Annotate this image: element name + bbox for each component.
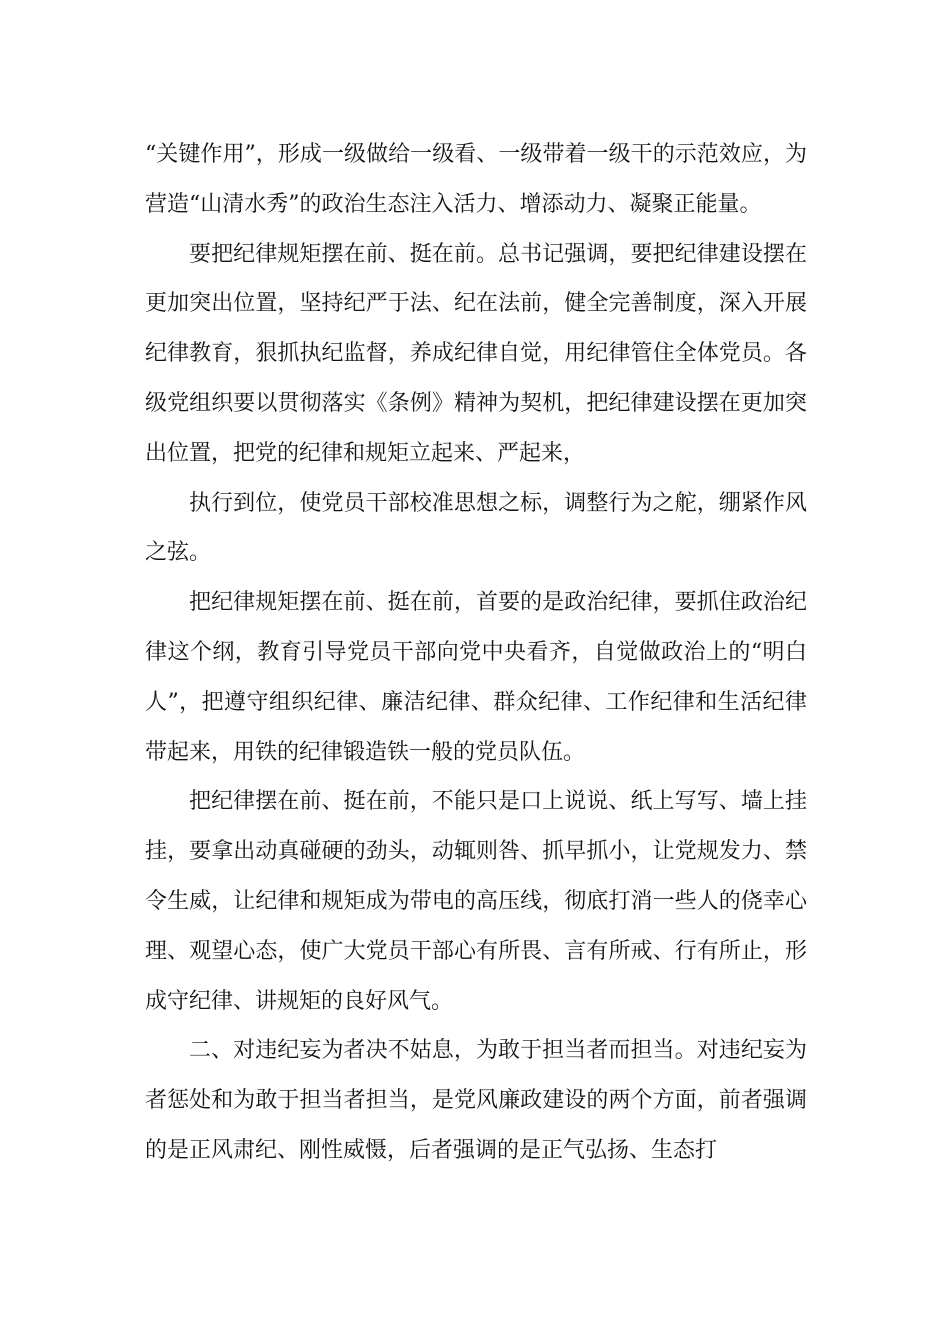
paragraph-4: 把纪律规矩摆在前、挺在前，首要的是政治纪律，要抓住政治纪律这个纲，教育引导党员干部向党中央看齐，自觉做政治上的“明白人”，把遵守组织纪律、廉洁纪律、群众纪律、工作纪律和生活纪律带起来，用铁的纪律锻造铁一般的党员队伍。 [145,590,807,765]
paragraph-5: 把纪律摆在前、挺在前，不能只是口上说说、纸上写写、墙上挂挂，要拿出动真碰硬的劲头，动辄则咎、抓早抓小，让党规发力、禁令生威，让纪律和规矩成为带电的高压线，彻底打消一些人的侥幸心理、观望心态，使广大党员干部心有所畏、言有所戒、行有所止，形成守纪律、讲规矩的良好风气。 [145,789,807,1014]
paragraph-1: “关键作用”，形成一级做给一级看、一级带着一级干的示范效应，为营造“山清水秀”的政治生态注入活力、增添动力、凝聚正能量。 [145,142,807,217]
paragraph-3: 执行到位，使党员干部校准思想之标，调整行为之舵，绷紧作风之弦。 [145,490,807,566]
paragraph-2: 要把纪律规矩摆在前、挺在前。总书记强调，要把纪律建设摆在更加突出位置，坚持纪严于法、纪在法前，健全完善制度，深入开展纪律教育，狠抓执纪监督，养成纪律自觉，用纪律管住全体党员。各级党组织要以贯彻落实《条例》精神为契机，把纪律建设摆在更加突出位置，把党的纪律和规矩立起来、严起来， [145,241,807,466]
paragraph-6: 二、对违纪妄为者决不姑息，为敢于担当者而担当。对违纪妄为者惩处和为敢于担当者担当，是党风廉政建设的两个方面，前者强调的是正风肃纪、刚性威慑，后者强调的是正气弘扬、生态打 [145,1038,807,1163]
document-body [145,130,807,1176]
